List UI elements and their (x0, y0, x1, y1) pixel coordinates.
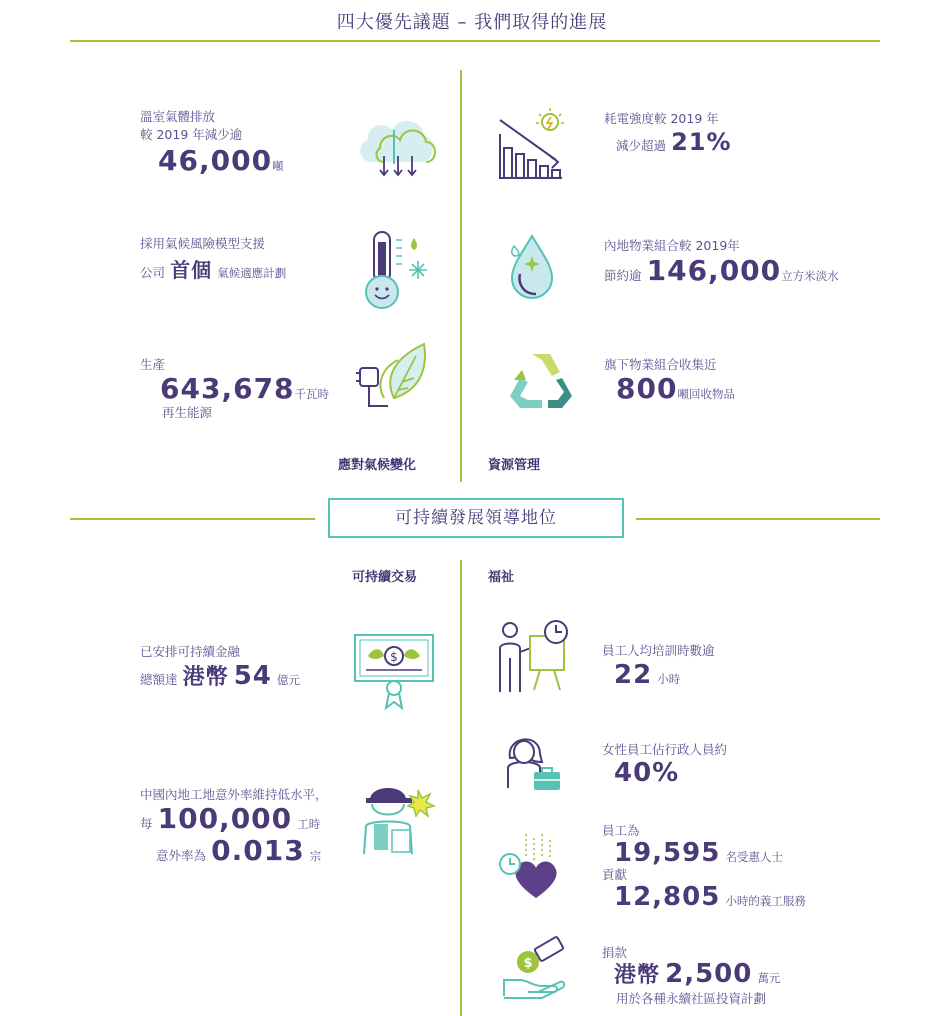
bulb-chart-icon (496, 108, 568, 182)
recycle-value: 800 (616, 372, 678, 405)
volunteer-hours-row (614, 882, 806, 912)
safety-value-row (140, 802, 320, 835)
volunteer-hours-unit: 小時的義工服務 (725, 894, 806, 908)
wellbeing-category: 福祉 (488, 570, 515, 585)
ghg-value (158, 144, 284, 177)
transactions-category: 可持續交易 (352, 570, 418, 585)
heart-clock-icon (496, 830, 568, 902)
training-unit: 小時 (657, 672, 681, 686)
water-unit: 立方米淡水 (781, 269, 839, 283)
volunteer-hours-value: 12,805 (614, 882, 721, 912)
donation-hand-icon (498, 936, 568, 1002)
safety-label-1: 中國內地工地意外率維持低水平， (140, 787, 328, 802)
svg-text:$: $ (390, 650, 398, 664)
volunteer-unit: 名受惠人士 (725, 850, 783, 864)
model-value-row (140, 254, 286, 283)
safety-rate-unit: 宗 (309, 849, 322, 863)
model-value: 首個 (170, 258, 213, 282)
leadership-line-right (636, 518, 880, 520)
water-value-row (604, 254, 839, 287)
page-title: 四大優先議題 – 我們取得的進展 (336, 12, 608, 33)
thermometer-icon (360, 226, 432, 310)
donation-label-3: 用於各種永續社區投資計劃 (616, 991, 767, 1006)
safety-unit: 工時 (297, 817, 321, 831)
center-divider-bottom (460, 560, 462, 1016)
electricity-label-1: 耗電強度較 2019 年 (604, 111, 719, 126)
water-prefix: 節約逾 (604, 268, 642, 283)
ghg-label-2: 較 2019 年減少逾 (140, 127, 243, 142)
safety-rate-value: 0.013 (211, 834, 305, 867)
finance-label-1: 已安排可持續金融 (140, 644, 241, 659)
construction-worker-icon (362, 770, 438, 856)
donation-label-1: 捐款 (602, 945, 628, 960)
electricity-prefix: 減少超過 (616, 138, 667, 153)
donation-currency: 港幣 (614, 963, 661, 988)
cloud-rain-icon (354, 112, 436, 180)
water-value: 146,000 (646, 254, 782, 287)
electricity-value: 21% (671, 128, 732, 156)
safety-prefix-2: 意外率為 (156, 848, 207, 863)
finance-unit: 億元 (277, 673, 300, 687)
volunteer-label-3: 貢獻 (602, 867, 628, 882)
ghg-label-1: 溫室氣體排放 (140, 109, 216, 124)
resources-category: 資源管理 (488, 458, 541, 473)
training-value: 22 (614, 660, 653, 690)
model-suffix: 氣候適應計劃 (217, 266, 287, 280)
recycle-label-1: 旗下物業組合收集近 (604, 357, 717, 372)
woman-briefcase-icon (500, 728, 566, 794)
ghg-number: 46,000 (158, 144, 273, 177)
model-label-1: 採用氣候風險模型支援 (140, 236, 266, 251)
leadership-title: 可持續發展領導地位 (328, 498, 624, 538)
title-divider (70, 40, 880, 42)
renewable-label-3: 再生能源 (162, 405, 213, 420)
plug-leaf-icon (354, 338, 434, 412)
safety-rate-row (156, 834, 321, 867)
water-drop-icon (506, 232, 558, 302)
training-value-row (614, 660, 680, 690)
renewable-number: 643,678 (160, 372, 295, 405)
water-label-1: 內地物業組合較 2019年 (604, 238, 740, 253)
donation-unit: 萬元 (757, 971, 781, 985)
recycle-unit: 噸回收物品 (677, 387, 735, 401)
recycle-icon (506, 350, 576, 412)
center-divider-top (460, 70, 462, 482)
svg-text:$: $ (523, 956, 533, 971)
recycle-value-row (616, 372, 735, 405)
climate-category: 應對氣候變化 (338, 458, 417, 473)
finance-prefix: 總額達 (140, 672, 178, 687)
model-prefix: 公司 (140, 265, 166, 280)
electricity-value-row (616, 128, 732, 156)
leadership-line-left (70, 518, 315, 520)
renewable-label-1: 生產 (140, 357, 166, 372)
volunteer-label-1: 員工為 (602, 823, 640, 838)
finance-value: 54 (233, 661, 272, 691)
donation-value: 2,500 (665, 959, 753, 989)
training-label-1: 員工人均培訓時數逾 (602, 643, 715, 658)
women-value: 40% (614, 758, 680, 788)
safety-prefix: 每 (140, 816, 153, 831)
volunteer-value-row (614, 838, 783, 868)
renewable-value (160, 372, 329, 405)
finance-value-row (140, 660, 300, 691)
donation-value-row (614, 958, 780, 989)
certificate-icon (352, 632, 436, 712)
presentation-icon (496, 618, 574, 696)
renewable-unit: 千瓦時 (294, 387, 330, 401)
finance-currency: 港幣 (182, 665, 229, 690)
women-label-1: 女性員工佔行政人員約 (602, 742, 728, 757)
ghg-unit: 噸 (272, 159, 284, 173)
safety-value: 100,000 (157, 802, 293, 835)
volunteer-value: 19,595 (614, 838, 721, 868)
